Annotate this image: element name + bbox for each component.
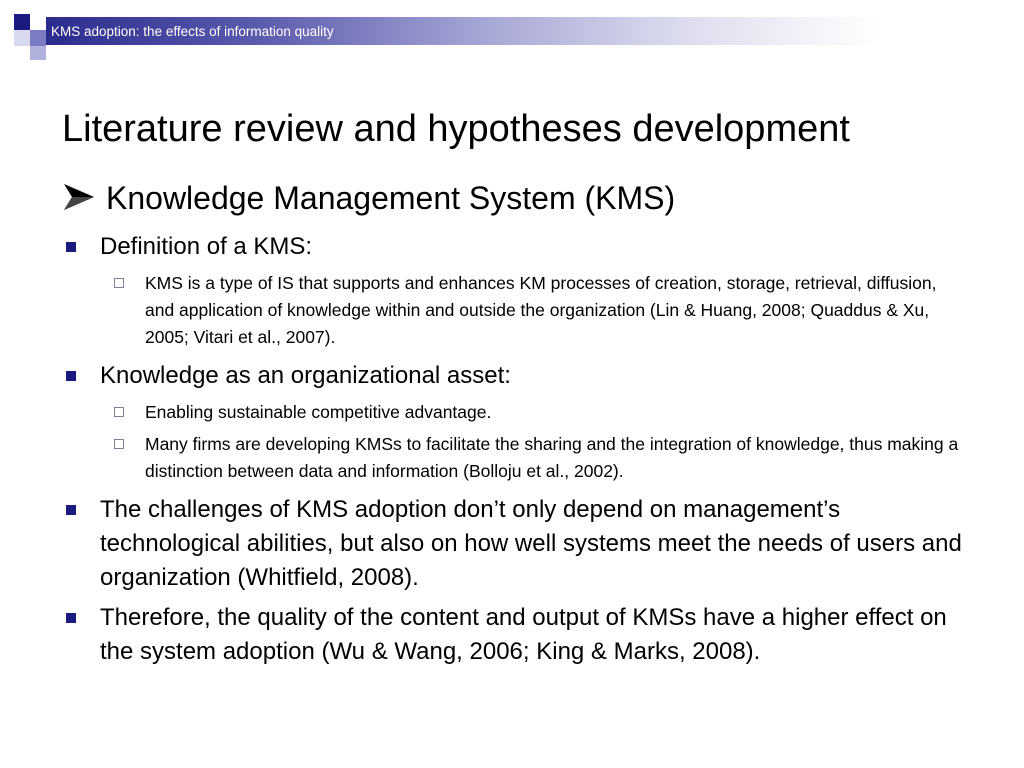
bullet-text: Therefore, the quality of the content and output of KMSs have a higher effect on the system adoption (Wu & Wang, 2006; King & Marks, 2008).	[100, 604, 947, 665]
sub-bullet-item	[62, 399, 962, 426]
header-decoration-square	[30, 30, 46, 46]
bullet-item	[62, 230, 962, 264]
square-bullet-icon	[66, 505, 76, 515]
sub-bullet-text: Enabling sustainable competitive advantage.	[145, 402, 492, 422]
section-heading-text: Knowledge Management System (KMS)	[106, 180, 676, 216]
sub-bullet-text: Many firms are developing KMSs to facilitate the sharing and the integration of knowledge, thus making a distinction between data and information (Bolloju et al., 2002).	[145, 434, 959, 481]
sub-bullet-item	[62, 431, 962, 485]
square-bullet-icon	[66, 242, 76, 252]
square-bullet-icon	[66, 613, 76, 623]
bullet-list	[62, 230, 962, 675]
bullet-item	[62, 493, 962, 595]
hollow-square-bullet-icon	[114, 278, 124, 288]
header-title: KMS adoption: the effects of information quality	[51, 24, 334, 39]
header-decoration-square	[14, 14, 30, 30]
bullet-text: Knowledge as an organizational asset:	[100, 362, 511, 389]
bullet-text: The challenges of KMS adoption don’t only depend on management’s technological abilities, but also on how well systems meet the needs of users and organization (Whitfield, 2008).	[100, 496, 962, 591]
hollow-square-bullet-icon	[114, 407, 124, 417]
hollow-square-bullet-icon	[114, 439, 124, 449]
sub-bullet-list	[62, 270, 962, 351]
square-bullet-icon	[66, 371, 76, 381]
bullet-item	[62, 601, 962, 669]
header-decoration-square	[30, 46, 46, 60]
slide-title: Literature review and hypotheses development	[62, 108, 850, 150]
sub-bullet-list	[62, 399, 962, 485]
sub-bullet-item	[62, 270, 962, 351]
header-decoration-square	[14, 30, 30, 46]
arrow-bullet-icon	[62, 182, 96, 212]
section-heading	[62, 176, 675, 220]
bullet-text: Definition of a KMS:	[100, 233, 313, 260]
bullet-item	[62, 359, 962, 393]
sub-bullet-text: KMS is a type of IS that supports and enhances KM processes of creation, storage, retrieval, diffusion, and application of knowledge within and outside the organization (Lin & Huang, 2008; Quaddus & Xu, 2005; Vitari et al., 2007).	[145, 273, 937, 347]
